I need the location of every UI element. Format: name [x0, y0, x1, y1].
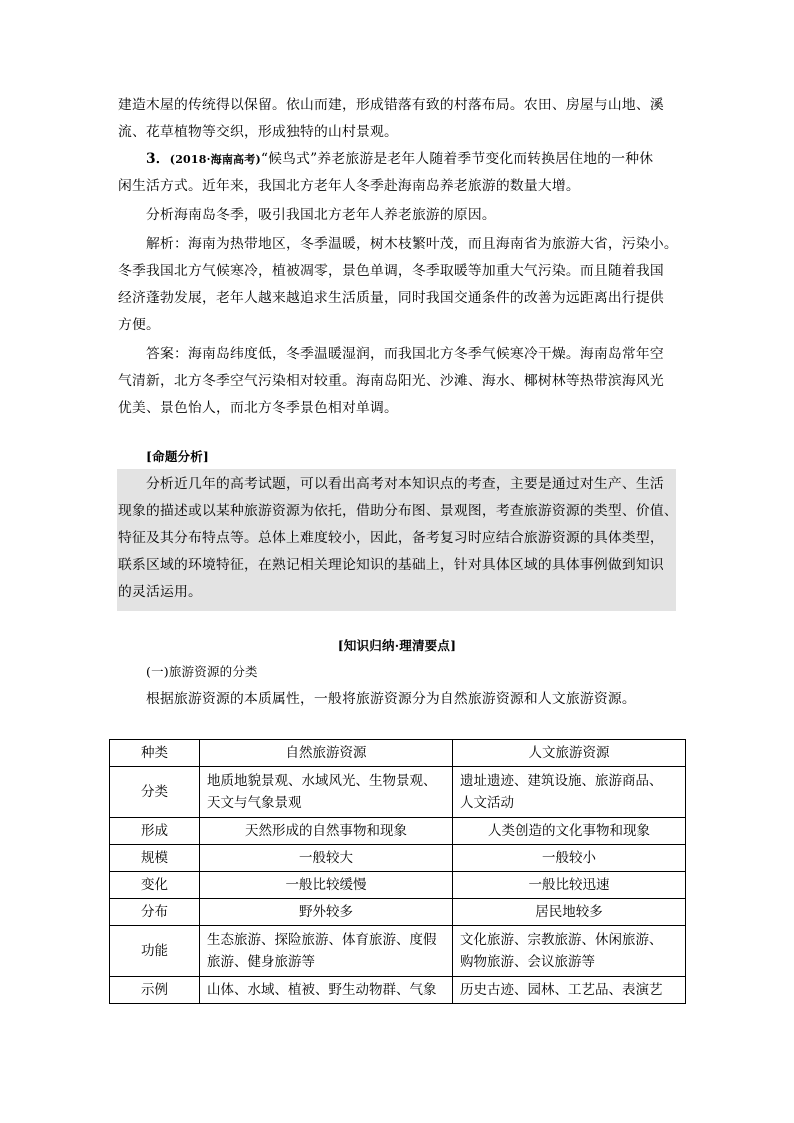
header-cell-human: 人文旅游资源 [453, 740, 686, 767]
table-row [110, 845, 686, 872]
header-cell-category: 种类 [110, 740, 200, 767]
table-row [110, 767, 686, 818]
row-label: 示例 [110, 977, 200, 1004]
row-label: 分类 [110, 767, 200, 818]
human-cell: 人类创造的文化事物和现象 [453, 818, 686, 845]
question-3-prompt: 分析海南岛冬季，吸引我国北方老年人养老旅游的原因。 [146, 207, 496, 223]
natural-cell [200, 767, 453, 818]
question-3-line-1 [146, 149, 653, 170]
human-cell: 历史古迹、园林、工艺品、表演艺 [453, 977, 686, 1004]
question-3-line-2: 闲生活方式。近年来，我国北方老年人冬季赴海南岛养老旅游的数量大增。 [118, 178, 580, 194]
row-label: 分布 [110, 899, 200, 926]
row-label: 变化 [110, 872, 200, 899]
question-source: (2018·海南高考) [169, 153, 261, 166]
question-text: “候鸟式”养老旅游是老年人随着季节变化而转换居住地的一种休 [260, 151, 654, 167]
knowledge-heading: [知识归纳·理清要点] [337, 638, 457, 653]
answer-line: 气清新，北方冬季空气污染相对较重。海南岛阳光、沙滩、海水、椰树林等热带滨海风光 [118, 373, 664, 389]
human-cell [453, 767, 686, 818]
analysis-line: 联系区域的环境特征，在熟记相关理论知识的基础上，针对具体区域的具体事例做到知识 [118, 557, 664, 573]
analysis-line: 特征及其分布特点等。总体上难度较小，因此，备考复习时应结合旅游资源的具体类型， [118, 530, 664, 546]
row-label: 形成 [110, 818, 200, 845]
natural-cell: 野外较多 [200, 899, 453, 926]
human-cell: 一般较小 [453, 845, 686, 872]
analysis-line: 分析近几年的高考试题，可以看出高考对本知识点的考查，主要是通过对生产、生活 [146, 476, 664, 492]
cell-text-line: 人文活动 [460, 795, 514, 811]
table-row [110, 926, 686, 977]
cell-text-line: 文化旅游、宗教旅游、休闲旅游、 [460, 932, 663, 948]
natural-cell: 山体、水域、植被、野生动物群、气象 [200, 977, 453, 1004]
table-header-row [110, 740, 686, 767]
tourism-resource-table [109, 739, 686, 1004]
explanation-line: 经济蓬勃发展，老年人越来越追求生活质量，同时我国交通条件的改善为远距离出行提供 [118, 290, 664, 306]
natural-cell: 一般比较缓慢 [200, 872, 453, 899]
table-row [110, 818, 686, 845]
human-cell: 一般比较迅速 [453, 872, 686, 899]
cell-text-line: 生态旅游、探险旅游、体育旅游、度假 [207, 932, 437, 948]
row-label: 功能 [110, 926, 200, 977]
knowledge-subheading: (一)旅游资源的分类 [146, 664, 258, 679]
answer-line: 优美、景色怡人，而北方冬季景色相对单调。 [118, 400, 398, 416]
explanation-line: 冬季我国北方气候寒冷，植被凋零，景色单调，冬季取暖等加重大气污染。而且随着我国 [118, 263, 664, 279]
table-row [110, 872, 686, 899]
answer-line: 答案：海南岛纬度低，冬季温暖湿润，而我国北方冬季气候寒冷干燥。海南岛常年空 [146, 346, 664, 362]
cell-text-line: 天文与气象景观 [207, 795, 302, 811]
analysis-line: 现象的描述或以某种旅游资源为依托，借助分布图、景观图，考查旅游资源的类型、价值、 [118, 503, 678, 519]
natural-cell: 天然形成的自然事物和现象 [200, 818, 453, 845]
human-cell: 居民地较多 [453, 899, 686, 926]
cell-text-line: 地质地貌景观、水域风光、生物景观、 [207, 773, 437, 789]
cell-text-line: 购物旅游、会议旅游等 [460, 954, 595, 970]
human-cell [453, 926, 686, 977]
row-label: 规模 [110, 845, 200, 872]
natural-cell: 一般较大 [200, 845, 453, 872]
body-text-line: 建造木屋的传统得以保留。依山而建，形成错落有致的村落布局。农田、房屋与山地、溪 [118, 97, 664, 113]
table-row [110, 899, 686, 926]
header-cell-natural: 自然旅游资源 [200, 740, 453, 767]
analysis-line: 的灵活运用。 [118, 584, 202, 600]
explanation-line: 方便。 [118, 317, 160, 333]
natural-cell [200, 926, 453, 977]
explanation-line: 解析：海南为热带地区，冬季温暖，树木枝繁叶茂，而且海南省为旅游大省，污染小。 [146, 236, 678, 252]
cell-text-line: 遗址遗迹、建筑设施、旅游商品、 [460, 773, 663, 789]
analysis-heading: [命题分析] [146, 449, 210, 464]
knowledge-intro: 根据旅游资源的本质属性，一般将旅游资源分为自然旅游资源和人文旅游资源。 [146, 691, 636, 707]
body-text-line: 流、花草植物等交织，形成独特的山村景观。 [118, 124, 398, 140]
cell-text-line: 旅游、健身旅游等 [207, 954, 315, 970]
question-number: 3． [146, 151, 170, 167]
table-row [110, 977, 686, 1004]
